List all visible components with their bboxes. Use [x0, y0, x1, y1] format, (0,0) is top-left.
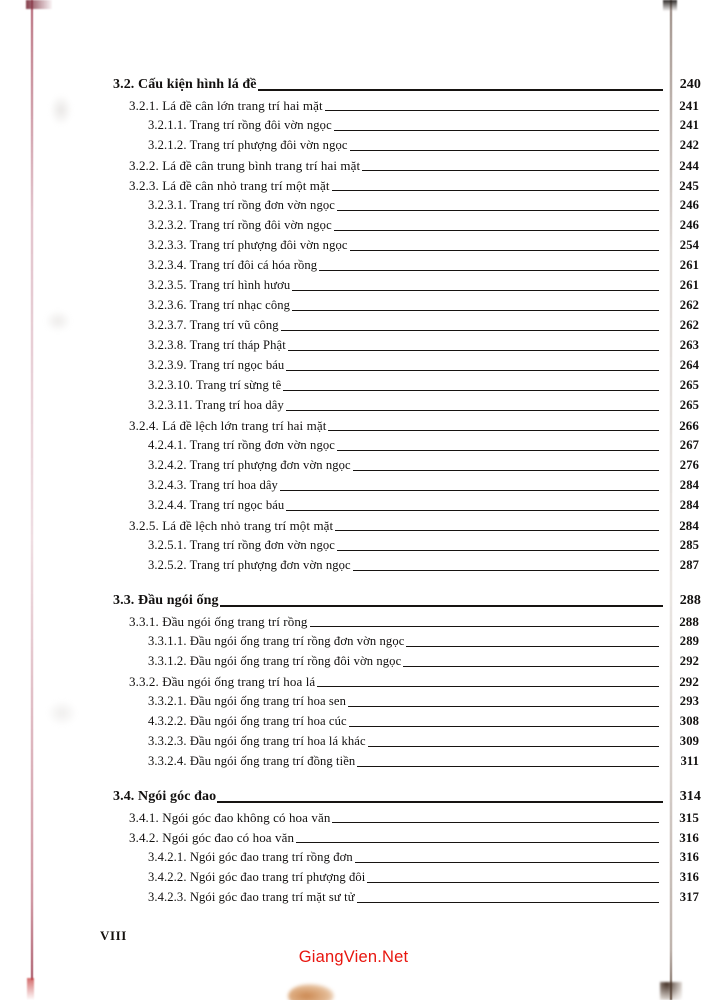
toc-leader-line	[357, 902, 659, 903]
toc-page-number: 240	[679, 77, 701, 92]
toc-page-number: 245	[679, 178, 699, 193]
toc-page-number: 284	[679, 478, 699, 493]
toc-leader-line	[286, 410, 659, 411]
toc-entry-label: 3.4.2.2. Ngói góc đao trang trí phượng đôi	[148, 870, 366, 885]
toc-entry[interactable]	[0, 534, 707, 554]
toc-entry[interactable]	[0, 886, 707, 906]
toc-page-number: 264	[679, 358, 699, 373]
toc-leader-line	[348, 706, 659, 707]
toc-page-number: 314	[679, 789, 701, 804]
toc-entry[interactable]	[0, 494, 707, 514]
toc-leader-line	[217, 801, 663, 803]
toc-entry[interactable]	[0, 334, 707, 354]
toc-leader-line	[355, 862, 659, 863]
toc-leader-line	[350, 250, 659, 251]
toc-page-number: 293	[679, 694, 699, 709]
toc-page-number: 288	[679, 614, 699, 629]
page-folio-number: VIII	[100, 928, 127, 943]
toc-entry-label: 3.3.2.4. Đầu ngói ống trang trí đồng tiền	[148, 754, 356, 769]
toc-entry-label: 4.3.2.2. Đầu ngói ống trang trí hoa cúc	[148, 714, 347, 729]
toc-entry[interactable]	[0, 690, 707, 710]
toc-page-number: 263	[679, 338, 699, 353]
toc-section-heading[interactable]	[0, 74, 707, 94]
toc-entry-label: 3.3.2.3. Đầu ngói ống trang trí hoa lá khác	[148, 734, 366, 749]
toc-page-number: 262	[679, 318, 699, 333]
toc-page-number: 261	[679, 258, 699, 273]
toc-page-number: 316	[679, 850, 699, 865]
toc-leader-line	[337, 550, 659, 551]
toc-page-number: 308	[679, 714, 699, 729]
toc-leader-line	[362, 170, 659, 171]
toc-entry[interactable]	[0, 134, 707, 154]
toc-page-number: 276	[679, 458, 699, 473]
toc-page-number: 315	[679, 810, 699, 825]
toc-entry[interactable]	[0, 730, 707, 750]
toc-page-number: 241	[679, 98, 699, 113]
toc-section-heading[interactable]	[0, 786, 707, 806]
toc-entry-label: 3.4.2.1. Ngói góc đao trang trí rồng đơn	[148, 850, 353, 865]
toc-leader-line	[337, 210, 659, 211]
toc-section	[0, 786, 707, 906]
toc-page-number: 287	[679, 558, 699, 573]
toc-entry[interactable]	[0, 866, 707, 886]
toc-entry-label: 3.4.2. Ngói góc đao có hoa văn	[129, 830, 295, 845]
toc-page-number: 241	[679, 118, 699, 133]
toc-entry[interactable]	[0, 94, 707, 114]
toc-entry[interactable]	[0, 214, 707, 234]
toc-leader-line	[403, 666, 659, 667]
toc-entry-label: 3.2.3.7. Trang trí vũ công	[148, 318, 279, 333]
toc-entry-label: 3.2.3. Lá đề cân nhỏ trang trí một mặt	[129, 178, 330, 193]
toc-leader-line	[350, 150, 659, 151]
toc-entry-label: 3.2.5.2. Trang trí phượng đơn vờn ngọc	[148, 558, 351, 573]
toc-entry[interactable]	[0, 154, 707, 174]
toc-entry-label: 3.2.1. Lá đề cân lớn trang trí hai mặt	[129, 98, 323, 113]
toc-entry-label: 4.2.4.1. Trang trí rồng đơn vờn ngọc	[148, 438, 335, 453]
toc-page-number: 242	[679, 138, 699, 153]
toc-entry[interactable]	[0, 670, 707, 690]
toc-leader-line	[349, 726, 659, 727]
toc-leader-line	[357, 766, 659, 767]
toc-entry[interactable]	[0, 414, 707, 434]
toc-entry-label: 3.2.4.3. Trang trí hoa dây	[148, 478, 278, 493]
toc-leader-line	[258, 89, 663, 91]
toc-entry[interactable]	[0, 294, 707, 314]
toc-entry-label: 3.2.3.1. Trang trí rồng đơn vờn ngọc	[148, 198, 335, 213]
toc-entry-label: 3.4.1. Ngói góc đao không có hoa văn	[129, 810, 331, 825]
toc-leader-line	[281, 330, 659, 331]
toc-entry[interactable]	[0, 630, 707, 650]
toc-page-number: 309	[679, 734, 699, 749]
toc-entry-label: 3.2.3.10. Trang trí sừng tê	[148, 378, 282, 393]
toc-leader-line	[283, 390, 659, 391]
toc-page-number: 246	[679, 198, 699, 213]
toc-leader-line	[332, 822, 659, 823]
toc-entry[interactable]	[0, 610, 707, 630]
toc-entry[interactable]	[0, 114, 707, 134]
toc-leader-line	[334, 230, 659, 231]
toc-leader-line	[319, 270, 659, 271]
toc-entry-label: 3.4. Ngói góc đao	[113, 789, 217, 804]
toc-leader-line	[280, 490, 659, 491]
toc-leader-line	[368, 746, 659, 747]
toc-leader-line	[332, 190, 659, 191]
toc-entry-label: 3.2.4.4. Trang trí ngọc báu	[148, 498, 285, 513]
toc-page-number: 288	[679, 593, 701, 608]
toc-leader-line	[406, 646, 659, 647]
toc-entry-label: 3.2.3.6. Trang trí nhạc công	[148, 298, 291, 313]
toc-page-number: 266	[679, 418, 699, 433]
toc-entry-label: 3.3.1. Đầu ngói ống trang trí rồng	[129, 614, 308, 629]
toc-entry[interactable]	[0, 254, 707, 274]
toc-leader-line	[317, 686, 659, 687]
toc-entry-label: 3.2.3.4. Trang trí đôi cá hóa rồng	[148, 258, 318, 273]
toc-entry[interactable]	[0, 234, 707, 254]
toc-entry[interactable]	[0, 826, 707, 846]
toc-entry-label: 3.2.4.2. Trang trí phượng đơn vờn ngọc	[148, 458, 351, 473]
toc-entry[interactable]	[0, 394, 707, 414]
toc-leader-line	[335, 530, 659, 531]
toc-page-number: 244	[679, 158, 699, 173]
toc-leader-line	[292, 290, 659, 291]
toc-entry-label: 3.2.3.2. Trang trí rồng đôi vờn ngọc	[148, 218, 332, 233]
toc-entry-label: 3.2.4. Lá đề lệch lớn trang trí hai mặt	[129, 418, 327, 433]
toc-page-number: 285	[679, 538, 699, 553]
toc-entry[interactable]	[0, 846, 707, 866]
toc-section	[0, 590, 707, 770]
toc-section	[0, 74, 707, 574]
toc-entry-label: 3.2.5.1. Trang trí rồng đơn vờn ngọc	[148, 538, 335, 553]
toc-page-number: 317	[679, 890, 699, 905]
toc-page-number: 267	[679, 438, 699, 453]
toc-page-number: 292	[679, 654, 699, 669]
toc-entry[interactable]	[0, 314, 707, 334]
toc-entry-label: 3.2.5. Lá đề lệch nhỏ trang trí một mặt	[129, 518, 334, 533]
page-bottom-left-corner-artifact	[27, 978, 34, 1000]
toc-leader-line	[288, 350, 659, 351]
toc-page-number: 254	[679, 238, 699, 253]
toc-page-number: 265	[679, 398, 699, 413]
toc-page-number: 284	[679, 518, 699, 533]
toc-entry-label: 3.3.2. Đầu ngói ống trang trí hoa lá	[129, 674, 316, 689]
toc-entry[interactable]	[0, 274, 707, 294]
toc-entry[interactable]	[0, 434, 707, 454]
toc-page-number: 284	[679, 498, 699, 513]
toc-page-number: 289	[679, 634, 699, 649]
toc-page-number: 265	[679, 378, 699, 393]
toc-entry-label: 3.3.1.1. Đầu ngói ống trang trí rồng đơn vờn ngọc	[148, 634, 405, 649]
toc-entry-label: 3.3.2.1. Đầu ngói ống trang trí hoa sen	[148, 694, 347, 709]
toc-entry[interactable]	[0, 194, 707, 214]
toc-entry[interactable]	[0, 710, 707, 730]
toc-page-number: 246	[679, 218, 699, 233]
toc-entry[interactable]	[0, 554, 707, 574]
toc-entry-label: 3.2.1.2. Trang trí phượng đôi vờn ngọc	[148, 138, 348, 153]
toc-page-number: 261	[679, 278, 699, 293]
toc-entry-label: 3.2.3.9. Trang trí ngọc báu	[148, 358, 285, 373]
toc-entry-label: 3.3. Đầu ngói ống	[113, 593, 219, 608]
toc-entry-label: 3.3.1.2. Đầu ngói ống trang trí rồng đôi vờn ngọc	[148, 654, 402, 669]
toc-leader-line	[337, 450, 659, 451]
toc-entry[interactable]	[0, 354, 707, 374]
toc-entry-label: 3.2.2. Lá đề cân trung bình trang trí hai mặt	[129, 158, 361, 173]
toc-entry-label: 3.4.2.3. Ngói góc đao trang trí mặt sư tử	[148, 890, 355, 905]
toc-entry-label: 3.2.3.11. Trang trí hoa dây	[148, 398, 284, 413]
toc-page-number: 316	[679, 870, 699, 885]
toc-leader-line	[292, 310, 659, 311]
toc-leader-line	[353, 570, 659, 571]
toc-entry[interactable]	[0, 454, 707, 474]
toc-entry[interactable]	[0, 174, 707, 194]
page-bottom-right-corner-artifact	[660, 982, 682, 1000]
toc-leader-line	[296, 842, 659, 843]
toc-entry[interactable]	[0, 374, 707, 394]
toc-leader-line	[367, 882, 659, 883]
toc-leader-line	[286, 510, 659, 511]
toc-page-number: 292	[679, 674, 699, 689]
toc-entry-label: 3.2.3.5. Trang trí hình hươu	[148, 278, 291, 293]
toc-leader-line	[328, 430, 659, 431]
toc-page-number: 262	[679, 298, 699, 313]
toc-page-number: 311	[680, 754, 699, 769]
toc-leader-line	[334, 130, 659, 131]
toc-entry-label: 3.2.3.8. Trang trí tháp Phật	[148, 338, 286, 353]
toc-entry-label: 3.2.1.1. Trang trí rồng đôi vờn ngọc	[148, 118, 332, 133]
toc-entry[interactable]	[0, 806, 707, 826]
toc-leader-line	[353, 470, 659, 471]
toc-entry[interactable]	[0, 474, 707, 494]
toc-entry[interactable]	[0, 514, 707, 534]
toc-entry-label: 3.2. Cấu kiện hình lá đề	[113, 77, 257, 92]
toc-leader-line	[310, 626, 659, 627]
toc-page-number: 316	[679, 830, 699, 845]
toc-leader-line	[325, 110, 659, 111]
toc-entry-label: 3.2.3.3. Trang trí phượng đôi vờn ngọc	[148, 238, 348, 253]
toc-entry[interactable]	[0, 650, 707, 670]
toc-entry[interactable]	[0, 750, 707, 770]
toc-section-heading[interactable]	[0, 590, 707, 610]
toc-leader-line	[286, 370, 659, 371]
toc-leader-line	[220, 605, 663, 607]
site-watermark: GiangVien.Net	[298, 948, 409, 966]
